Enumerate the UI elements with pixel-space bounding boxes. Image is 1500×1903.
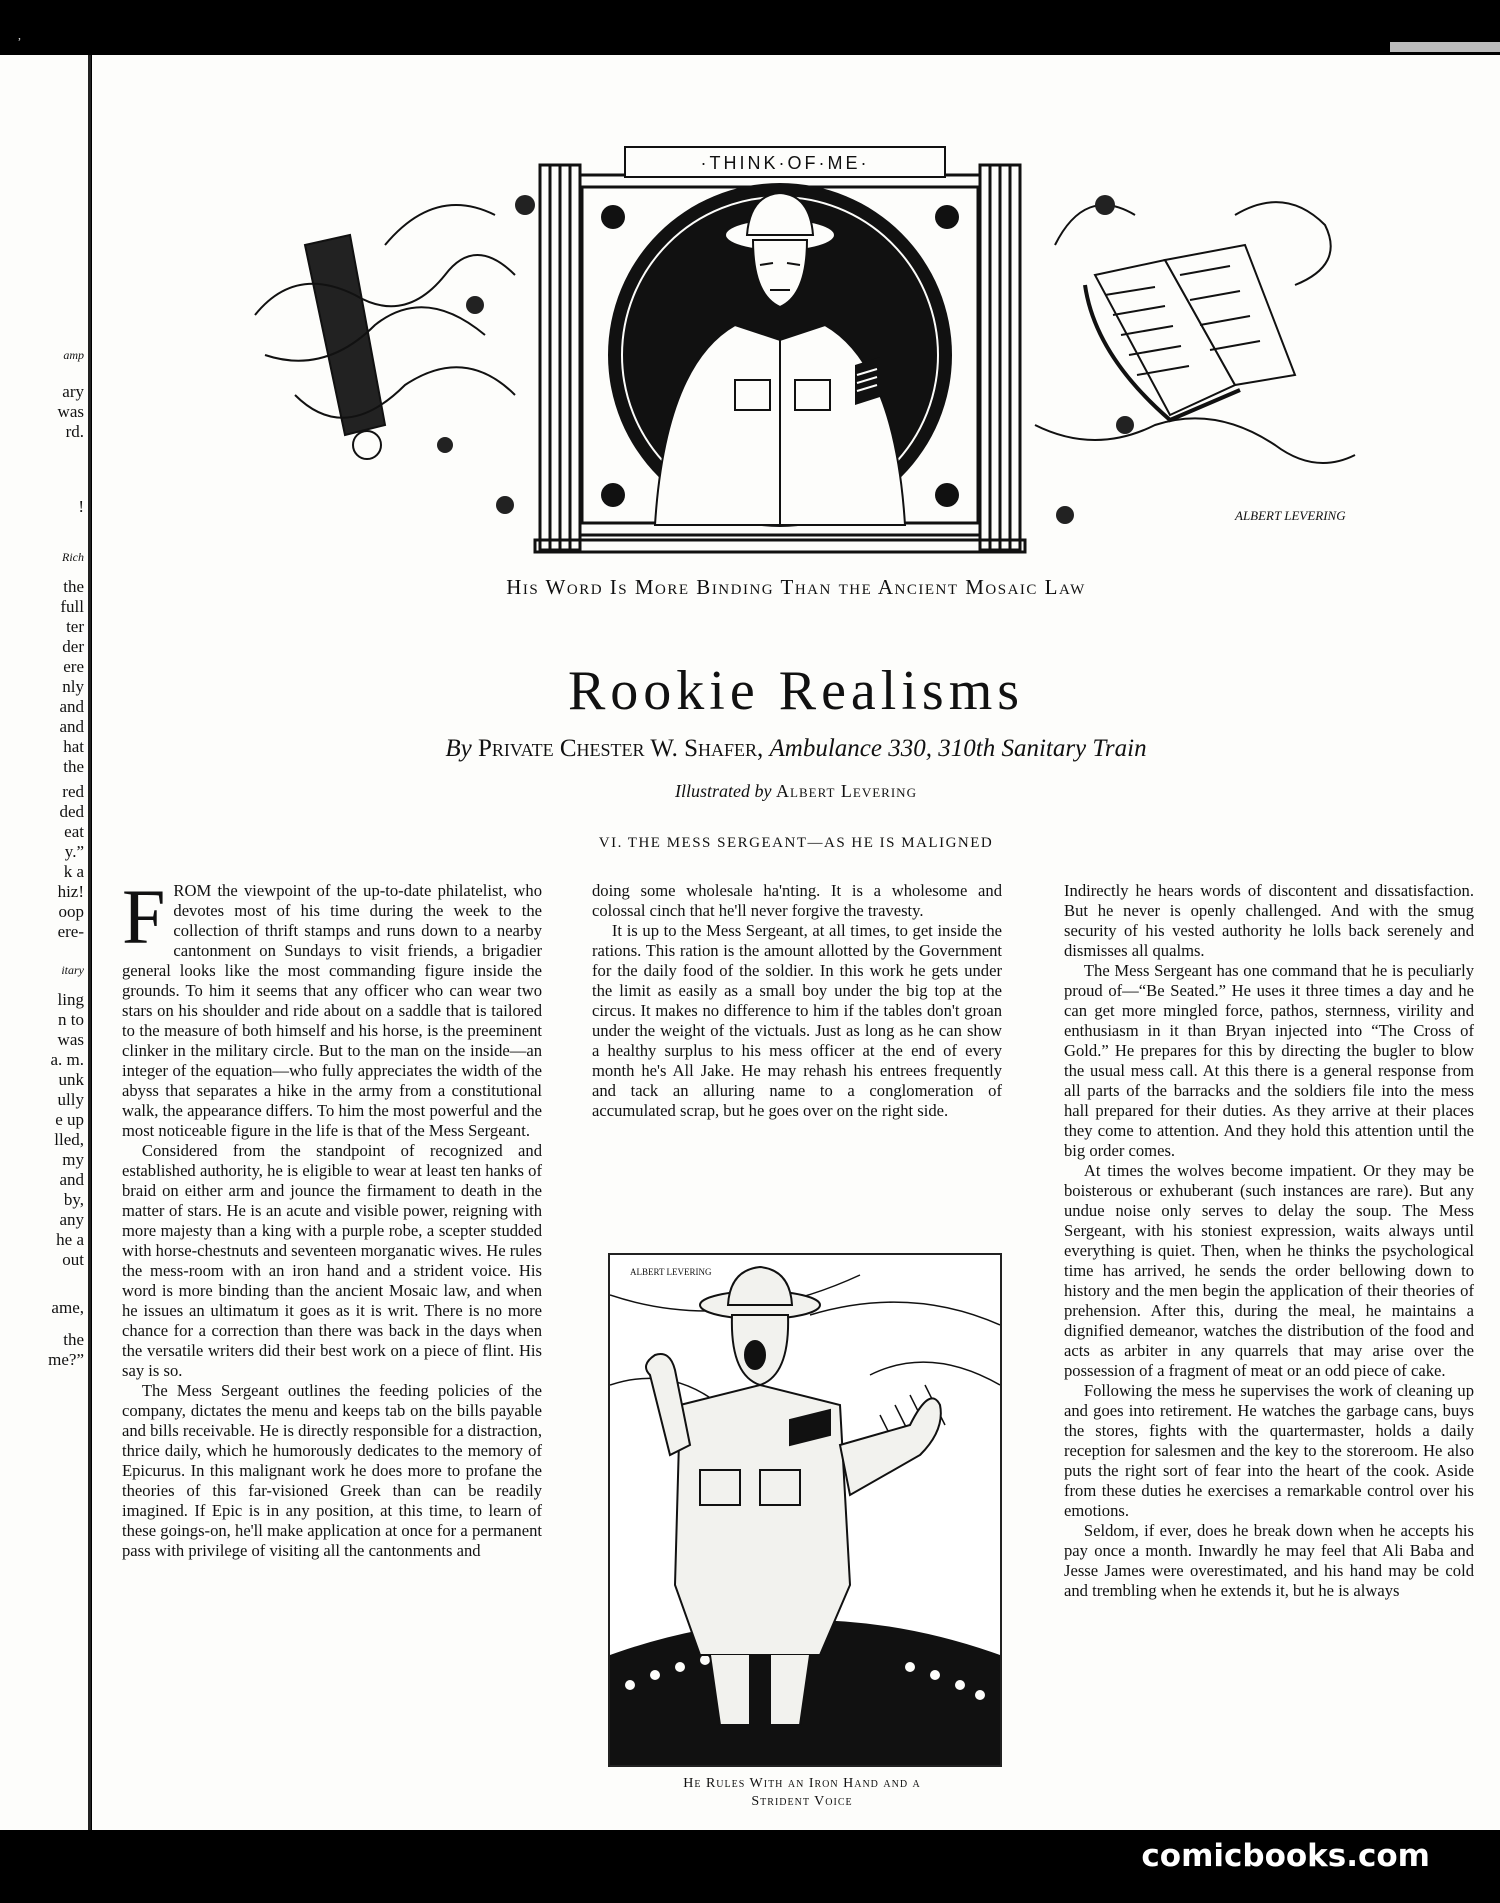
byline-author: Private Chester W. Shafer, [478, 735, 764, 762]
banner-text: ·THINK·OF·ME· [700, 153, 870, 173]
left-page-fragment: out [62, 1250, 84, 1269]
left-page-fragment: and [59, 717, 84, 736]
left-page-fragment: Rich [62, 550, 84, 564]
left-page-fragment: the [63, 577, 84, 596]
column-3 [1064, 881, 1474, 1601]
caption-line-1: He Rules With an Iron Hand and a [683, 1776, 921, 1791]
article-title: Rookie Realisms [567, 660, 1025, 722]
left-page-fragment: the [63, 757, 84, 776]
left-page-fragment: red [62, 782, 84, 801]
left-page-fragment: ded [59, 802, 84, 821]
left-page-fragment: he a [56, 1230, 84, 1249]
left-page-fragment: itary [61, 963, 84, 977]
left-page-fragment: ter [66, 617, 84, 636]
left-page-fragment: y.” [64, 842, 84, 861]
paragraph: Following the mess he supervises the work of cleaning up and goes into retirement. He watches the garbage cans, buys the stores, fights with the quartermaster, holds a daily reception for salesmen and the key to the storeroom. He also puts the right sort of fear into the heart of the cook. Aside from these duties he exercises a remarkable control over his emotions. [1064, 1381, 1474, 1520]
left-page-fragment: and [59, 697, 84, 716]
left-page-fragment: der [62, 637, 84, 656]
watermark: comicbooks.com [1141, 1838, 1430, 1874]
left-page-fragment: e up [55, 1110, 84, 1129]
paragraph: Considered from the standpoint of recognized and established authority, he is eligible to wear at least ten hanks of braid on either arm and jounce the firmament to death in the matter of stars. He is an acute and visible power, reigning with more majesty than a king with a purple robe, a scepter studded with horse-chestnuts and seventeen morganatic wives. He rules the mess-room with an iron hand and a strident voice. His word is more binding than the ancient Mosaic law, and when he issues an ultimatum it goes as it is writ. There is no more chance for a correction than there was back in the days when the versatile writers did their best work on a piece of flint. His say is so. [122, 1141, 542, 1380]
paragraph: At times the wolves become impatient. Or they may be boisterous or exhuberant (such instances are rare). But any undue noise only serves to delay the soup. The Mess Sergeant, with his stoniest expression, waits always until everything is quiet. Then, when he thinks the psychological time has arrived, he sends the order bellowing down to history and the men begin the application of their theories of prehension. After this, during the meal, he maintains a dignified demeanor, watches the distribution of the food and acts as arbiter in any quarrels that may arise over the possession of a fragment of meat or an odd piece of cake. [1064, 1161, 1474, 1380]
ledger-book [1085, 245, 1295, 420]
left-page-fragment: ! [78, 497, 84, 516]
left-page-fragment: was [57, 1030, 84, 1049]
left-page-fragment: was [57, 402, 84, 421]
byline [92, 735, 1500, 763]
left-page-fragment: hat [63, 737, 84, 756]
figure-caption [592, 1775, 1012, 1811]
left-page-fragment: ling [57, 990, 84, 1009]
next-page-edge [1390, 42, 1500, 52]
header-illustration [235, 125, 1365, 575]
paragraph: FROM the viewpoint of the up-to-date philatelist, who devotes most of his time during the week to the collection of thrift stamps and runs down to a nearby cantonment on Sundays to visit friends, a brigadier general looks like the most commanding figure inside the grounds. To him it seems that any officer who can wear two stars on his shoulder and ride about on a saddle that is tailored to the measure of both himself and his horse, is the preeminent clinker in the military circle. But to the man on the inside—an integer of the equation—who fully appreciates the width of the abyss that separates a hike in the army from a constitutional walk, the appearance differs. To him the most powerful and the most noticeable figure in the life is that of the Mess Sergeant. [122, 873, 542, 1140]
left-page-fragment: ame, [51, 1298, 84, 1317]
left-page-fragment: ere [63, 657, 84, 676]
left-page-fragment: a. m. [50, 1050, 84, 1069]
paragraph: doing some wholesale ha'nting. It is a wholesome and colossal cinch that he'll never forgive the travesty. [592, 881, 1002, 920]
previous-page-edge [0, 55, 91, 1830]
magazine-page [92, 55, 1500, 1830]
left-page-fragment: rd. [65, 422, 84, 441]
left-page-fragment: and [59, 1170, 84, 1189]
left-page-fragment: full [60, 597, 84, 616]
paragraph: The Mess Sergeant has one command that he is peculiarly proud of—“Be Seated.” He uses it three times a day and he can get more mingled force, pathos, sternness, virility and enthusiasm in it than Bryan injected into “The Cross of Gold.” He prepares for this by directing the bugler to blow the usual mess call. At this there is a general response from all parts of the barracks and the soldiers file into the mess hall prepared for their duties. As they arrive at their places they come to attention. And they hold this attention until the big order comes. [1064, 961, 1474, 1160]
paragraph: It is up to the Mess Sergeant, at all times, to get inside the rations. This ration is the amount allotted by the Government for the daily food of the soldier. In this work he gets under the limit as easily as a small boy under the big top at the circus. It makes no difference to him if the tables don't groan under the weight of the victuals. Just as long as he can show a healthy surplus to his mess officer at the end of every month he's All Jake. He may rehash his entrees frequently and tack an alluring name to a conglomeration of accumulated scrap, but he goes over on the right side. [592, 921, 1002, 1120]
left-flowers [437, 195, 535, 514]
left-page-fragment: amp [63, 348, 84, 362]
left-page-fragment: unk [58, 1070, 84, 1089]
right-flowers [1056, 195, 1134, 524]
paragraph: Indirectly he hears words of discontent and dissatisfaction. But he never is openly challenged. And with the smug security of his vested authority he lolls back serenely and dismisses all qualms. [1064, 881, 1474, 960]
left-page-fragment: eat [64, 822, 84, 841]
drop-cap: F [122, 873, 166, 960]
left-page-fragment: any [59, 1210, 84, 1229]
illustrated-prefix: Illustrated by [675, 781, 772, 801]
left-page-fragment: my [62, 1150, 84, 1169]
illustrator-credit [92, 781, 1500, 802]
column-1 [122, 873, 542, 1561]
paragraph: The Mess Sergeant outlines the feeding policies of the company, dictates the menu and keeps tab on the bills payable and bills receivable. He is directly responsible for a distraction, thrice daily, which he humorously dedicates to the memory of Epicurus. In this malignant work he does more to profane the theories of this far-visioned Greek than can be readily imagined. If Epic is in any position, at this time, to learn of these goings-on, he'll make application at once for a permanent pass with privilege of visiting all the cantonments and [122, 1381, 542, 1560]
corner-mark: , [18, 28, 21, 42]
whistle-ribbon [255, 205, 515, 459]
paragraph: Seldom, if ever, does he break down when he accepts his pay once a month. Inwardly he may feel that Ali Baba and Jesse James were overestimated, and his hand may be cold and trembling when he extends it, but he is always [1064, 1521, 1474, 1600]
illustrator-name: Albert Levering [776, 781, 917, 801]
artist-signature: ALBERT LEVERING [1235, 508, 1346, 523]
left-page-fragment: the [63, 1330, 84, 1349]
sergeant-illustration [608, 1253, 1002, 1767]
left-page-fragment: by, [63, 1190, 84, 1209]
left-page-fragment: lled, [54, 1130, 84, 1149]
header-caption: His Word Is More Binding Than the Ancient Mosaic Law [506, 575, 1086, 599]
section-heading: VI. THE MESS SERGEANT—AS HE IS MALIGNED [598, 835, 994, 851]
left-page-fragment: ary [62, 382, 84, 401]
byline-unit: Ambulance 330, 310th Sanitary Train [769, 735, 1147, 762]
byline-prefix: By [445, 735, 472, 762]
caption-line-2: Strident Voice [751, 1794, 853, 1809]
left-page-fragment: me?” [48, 1350, 84, 1369]
left-page-fragment: ully [57, 1090, 84, 1109]
artist-signature-small: ALBERT LEVERING [630, 1267, 712, 1277]
left-page-fragment: k a [63, 862, 84, 881]
left-page-fragment: hiz! [57, 882, 84, 901]
left-page-fragment: n to [58, 1010, 84, 1029]
left-page-fragment: oop [58, 902, 84, 921]
column-2 [592, 881, 1002, 1121]
left-page-fragment: nly [62, 677, 84, 696]
left-page-fragment: ere- [57, 922, 84, 941]
